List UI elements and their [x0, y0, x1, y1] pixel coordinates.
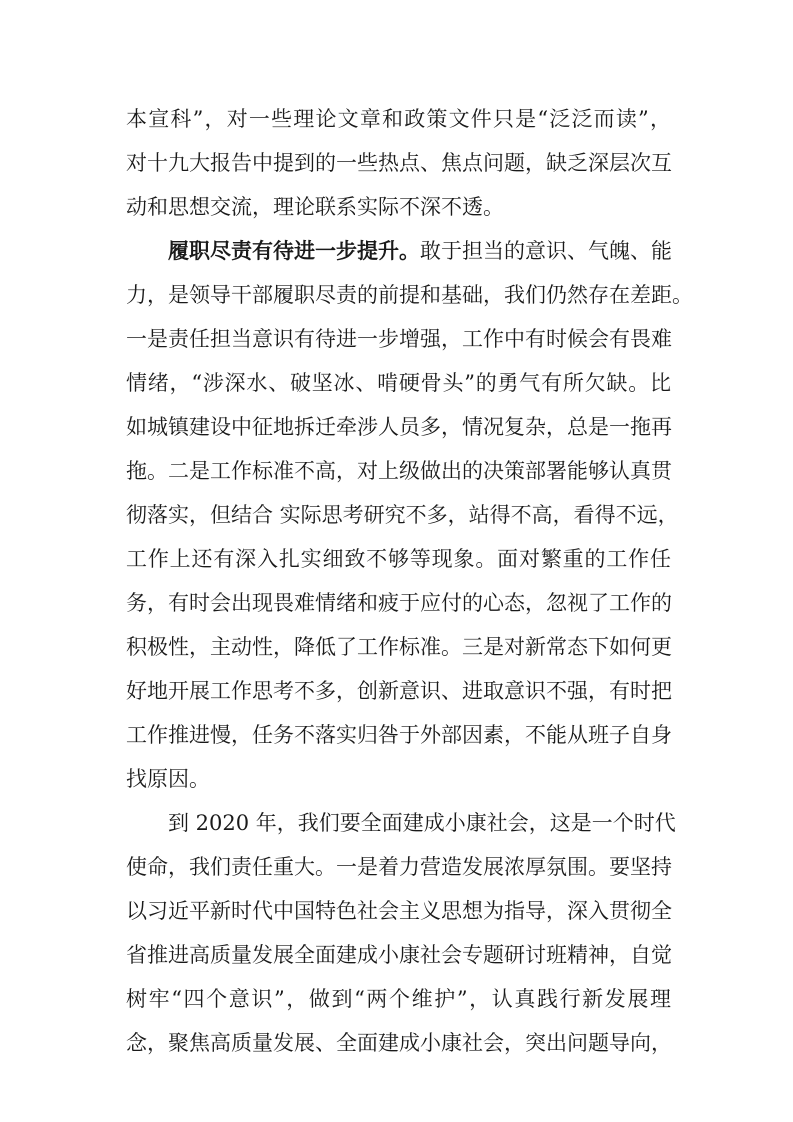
text-line-3: 动和思想交流，理论联系实际不深不透。 [126, 195, 504, 219]
text-line-12: 务，有时会出现畏难情绪和疲于应付的心态，忽视了工作的 [126, 591, 672, 615]
text-line-15: 工作推进慢，任务不落实归咎于外部因素，不能从班子自身 [126, 723, 672, 747]
text-line-18: 使命，我们责任重大。一是着力营造发展浓厚氛围。要坚持 [126, 855, 672, 879]
text-line-2: 对十九大报告中提到的一些热点、焦点问题，缺乏深层次互 [126, 151, 672, 175]
text-line-19: 以习近平新时代中国特色社会主义思想为指导，深入贯彻全 [126, 899, 672, 923]
paragraph-2-first-line [168, 231, 671, 271]
text-line-20: 省推进高质量发展全面建成小康社会专题研讨班精神，自觉 [126, 943, 672, 967]
text-line-13: 积极性，主动性，降低了工作标准。三是对新常态下如何更 [126, 635, 672, 659]
text-line-5: 力，是领导干部履职尽责的前提和基础，我们仍然存在差距。 [126, 283, 693, 307]
paragraph-3-first-line: 到 2020 年，我们要全面建成小康社会，这是一个时代 [168, 811, 676, 835]
text-line-16: 找原因。 [126, 767, 210, 791]
text-line-9: 拖。二是工作标准不高，对上级做出的决策部署能够认真贯 [126, 459, 672, 483]
text-line-7: 情绪，“涉深水、破坚冰、啃硬骨头”的勇气有所欠缺。比 [126, 371, 671, 395]
text-line-6: 一是责任担当意识有待进一步增强，工作中有时候会有畏难 [126, 327, 672, 351]
text-line-21: 树牢“四个意识”，做到“两个维护”，认真践行新发展理 [126, 987, 671, 1011]
paragraph-2-heading: 履职尽责有待进一步提升。 [168, 239, 420, 263]
text-line-22: 念，聚焦高质量发展、全面建成小康社会，突出问题导向， [126, 1031, 672, 1055]
text-line-8: 如城镇建设中征地拆迁牵涉人员多，情况复杂，总是一拖再 [126, 415, 672, 439]
text-line-10: 彻落实，但结合 实际思考研究不多，站得不高，看得不远， [126, 503, 679, 527]
text-line-1: 本宣科”，对一些理论文章和政策文件只是“泛泛而读”， [126, 107, 671, 131]
text-line-11: 工作上还有深入扎实细致不够等现象。面对繁重的工作任 [126, 547, 671, 571]
text-line-14: 好地开展工作思考不多，创新意识、进取意识不强，有时把 [126, 679, 672, 703]
paragraph-2-first-line-text: 敢于担当的意识、气魄、能 [420, 239, 672, 263]
